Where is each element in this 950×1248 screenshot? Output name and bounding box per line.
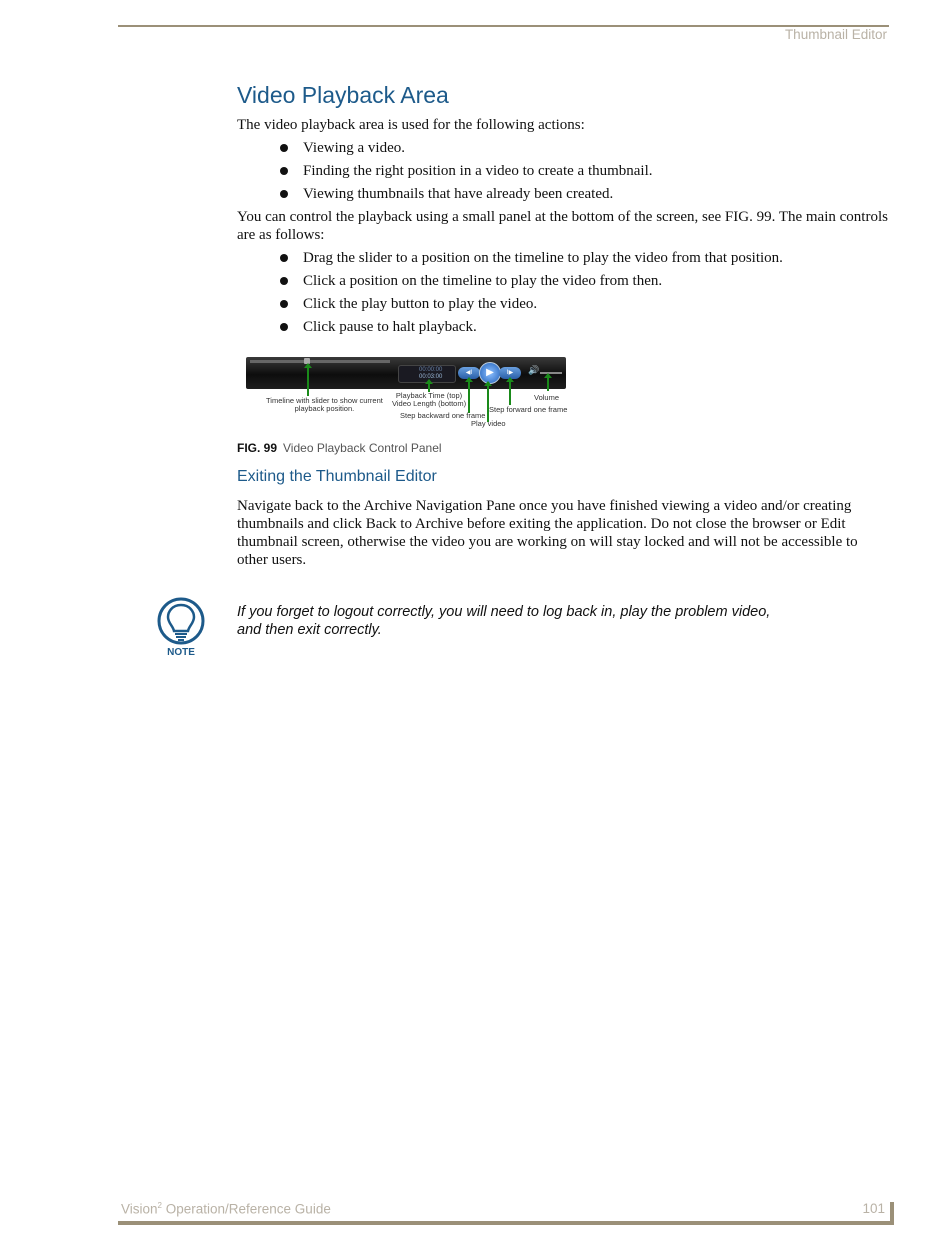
timeline-bar	[250, 360, 390, 363]
callout-step-forward: Step forward one frame	[489, 405, 568, 414]
step-backward-arrow	[468, 381, 470, 413]
playback-control-figure	[246, 357, 566, 429]
callout-timeline: Timeline with slider to show current playback position.	[266, 396, 383, 413]
play-icon: ▶	[479, 362, 501, 384]
exit-paragraph: Navigate back to the Archive Navigation Pane once you have finished viewing a video and/or creating thumbnails and click Back to Archive before exiting the application. Do not close the browser or Edit thumbnail screen, otherwise the video you are working on will stay locked and will not be accessible to other users.	[237, 498, 858, 568]
intro-paragraph: The video playback area is used for the following actions:	[237, 117, 585, 133]
callout-play-video: Play video	[471, 419, 506, 428]
figure-caption-text: Video Playback Control Panel	[283, 441, 442, 455]
step-forward-icon: I▶	[499, 367, 521, 379]
footer-corner-rule	[890, 1202, 894, 1225]
volume-icon: 🔊	[528, 366, 540, 376]
running-header: Thumbnail Editor	[784, 27, 887, 42]
playback-control-panel	[246, 357, 566, 389]
timeline-arrow	[307, 367, 309, 396]
list-item: Click pause to halt playback.	[280, 318, 892, 336]
video-length: 00:03:00	[419, 374, 443, 380]
step-backward-icon: ◀I	[458, 367, 480, 379]
list-item: Viewing a video.	[280, 139, 892, 157]
callout-volume: Volume	[534, 393, 560, 402]
figure-caption-label: FIG. 99	[237, 441, 278, 455]
step-forward-arrow	[509, 381, 511, 405]
list-item: Click a position on the timeline to play the video from then.	[280, 272, 892, 290]
volume-arrow	[547, 377, 549, 391]
page-content	[237, 80, 892, 569]
controls-list	[237, 249, 892, 336]
footer-guide-suffix: Operation/Reference Guide	[161, 1201, 331, 1217]
section-heading: Video Playback Area	[237, 82, 449, 108]
controls-intro-paragraph: You can control the playback using a small panel at the bottom of the screen, see FIG. 99. The main controls are as follows:	[237, 209, 888, 243]
play-video-arrow	[487, 385, 489, 422]
footer-guide-title	[121, 1201, 331, 1217]
list-item: Drag the slider to a position on the timeline to play the video from that position.	[280, 249, 892, 267]
header-rule	[118, 25, 889, 27]
footer-guide-superscript: 2	[157, 1201, 162, 1210]
actions-list	[237, 139, 892, 203]
note-label: NOTE	[167, 647, 195, 658]
callout-playback-time: Playback Time (top) Video Length (bottom)	[392, 391, 467, 408]
footer-rule	[118, 1221, 894, 1225]
callout-step-backward: Step backward one frame	[400, 411, 486, 420]
note-text: If you forget to logout correctly, you will need to log back in, play the problem video, and then exit correctly.	[237, 604, 771, 638]
subsection-heading: Exiting the Thumbnail Editor	[237, 468, 437, 485]
footer-guide-name: Vision	[121, 1201, 158, 1217]
list-item: Click the play button to play the video.	[280, 295, 892, 313]
playback-time: 00:00:00	[419, 367, 443, 373]
list-item: Viewing thumbnails that have already been created.	[280, 185, 892, 203]
figure-caption	[237, 441, 892, 455]
list-item: Finding the right position in a video to create a thumbnail.	[280, 162, 892, 180]
page-number: 101	[862, 1201, 885, 1216]
